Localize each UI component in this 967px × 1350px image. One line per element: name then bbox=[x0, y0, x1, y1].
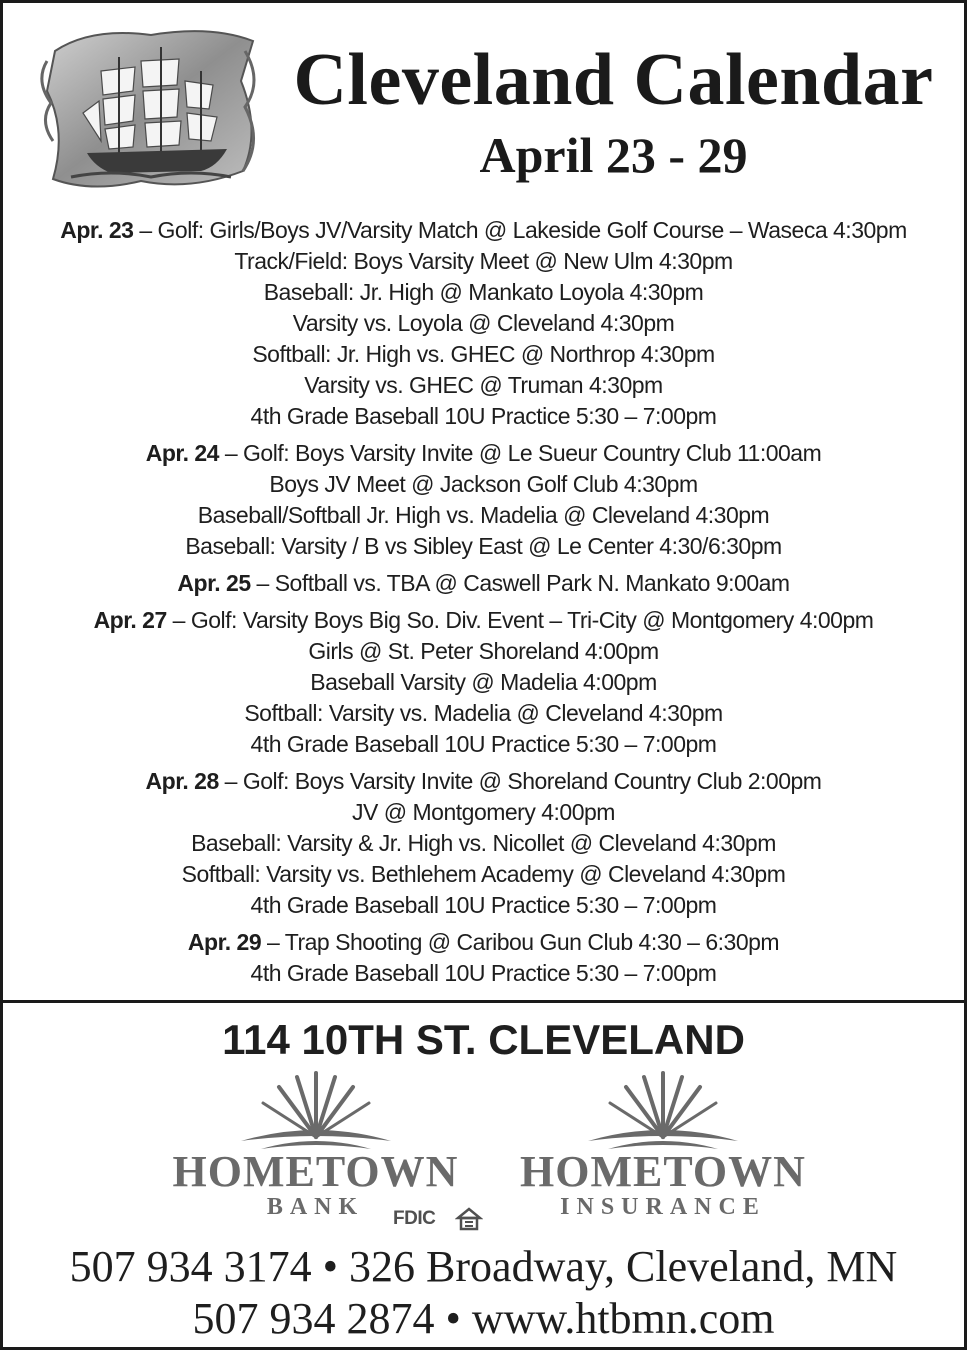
event-date: Apr. 24 bbox=[145, 440, 219, 466]
contact-phone-website: 507 934 2874 • www.htbmn.com bbox=[192, 1294, 775, 1343]
day-block bbox=[9, 438, 958, 562]
hometown-bank-logo bbox=[163, 1065, 468, 1225]
event-line: Softball: Varsity vs. Madelia @ Cleveland 4:30pm bbox=[244, 700, 723, 726]
event-line: JV @ Montgomery 4:00pm bbox=[352, 799, 615, 825]
event-text: – Golf: Boys Varsity Invite @ Le Sueur Country Club 11:00am bbox=[218, 440, 822, 466]
event-line: Baseball Varsity @ Madelia 4:00pm bbox=[310, 669, 657, 695]
event-line bbox=[9, 766, 958, 797]
day-block bbox=[9, 605, 958, 760]
event-line bbox=[9, 438, 958, 469]
event-line: Boys JV Meet @ Jackson Golf Club 4:30pm bbox=[269, 471, 698, 497]
event-date: Apr. 25 bbox=[177, 570, 251, 596]
event-line bbox=[9, 605, 958, 636]
event-line: 4th Grade Baseball 10U Practice 5:30 – 7:00pm bbox=[250, 403, 717, 429]
event-text: – Golf: Girls/Boys JV/Varsity Match @ Lakeside Golf Course – Waseca 4:30pm bbox=[133, 217, 907, 243]
bank-brand-name: HOMETOWN bbox=[172, 1147, 459, 1196]
event-line: Baseball: Jr. High @ Mankato Loyola 4:30pm bbox=[263, 279, 704, 305]
event-text: – Golf: Boys Varsity Invite @ Shoreland Country Club 2:00pm bbox=[218, 768, 822, 794]
event-date: Apr. 23 bbox=[60, 217, 134, 243]
sunrise-icon bbox=[578, 1067, 748, 1151]
hometown-insurance-logo bbox=[518, 1065, 808, 1225]
event-line bbox=[9, 927, 958, 958]
date-range-subtitle: April 23 - 29 bbox=[479, 127, 748, 183]
insurance-brand-sub: INSURANCE bbox=[560, 1194, 766, 1220]
contact-phone-address: 507 934 3174 • 326 Broadway, Cleveland, MN bbox=[69, 1242, 898, 1291]
page-title: Cleveland Calendar bbox=[293, 39, 934, 121]
event-line: Baseball: Varsity / B vs Sibley East @ Le Center 4:30/6:30pm bbox=[185, 533, 782, 559]
event-line: 4th Grade Baseball 10U Practice 5:30 – 7:00pm bbox=[250, 892, 717, 918]
event-text: – Trap Shooting @ Caribou Gun Club 4:30 – 6:30pm bbox=[261, 929, 780, 955]
sunrise-icon bbox=[231, 1067, 401, 1151]
day-block bbox=[9, 568, 958, 599]
event-text: – Golf: Varsity Boys Big So. Div. Event – Tri-City @ Montgomery 4:00pm bbox=[166, 607, 874, 633]
day-block bbox=[9, 927, 958, 989]
event-line: Varsity vs. Loyola @ Cleveland 4:30pm bbox=[292, 310, 675, 336]
section-divider bbox=[3, 1000, 964, 1003]
fdic-mark: FDIC bbox=[393, 1208, 436, 1229]
sailing-ship-scroll-icon bbox=[31, 21, 265, 197]
bank-brand-sub: BANK bbox=[266, 1194, 365, 1220]
insurance-brand-name: HOMETOWN bbox=[520, 1147, 806, 1196]
event-schedule bbox=[9, 215, 958, 995]
event-line: 4th Grade Baseball 10U Practice 5:30 – 7:00pm bbox=[250, 731, 717, 757]
event-line: Softball: Jr. High vs. GHEC @ Northrop 4:30pm bbox=[252, 341, 715, 367]
event-line: Baseball: Varsity & Jr. High vs. Nicollet @ Cleveland 4:30pm bbox=[191, 830, 776, 856]
event-line: 4th Grade Baseball 10U Practice 5:30 – 7:00pm bbox=[250, 960, 717, 986]
event-date: Apr. 27 bbox=[93, 607, 167, 633]
equal-housing-lender-icon bbox=[455, 1205, 483, 1233]
event-date: Apr. 29 bbox=[187, 929, 262, 955]
street-address: 114 10TH ST. CLEVELAND bbox=[222, 1016, 745, 1063]
event-line: Girls @ St. Peter Shoreland 4:00pm bbox=[308, 638, 659, 664]
event-line bbox=[9, 568, 958, 599]
event-text: – Softball vs. TBA @ Caswell Park N. Mankato 9:00am bbox=[250, 570, 790, 596]
day-block bbox=[9, 215, 958, 432]
event-date: Apr. 28 bbox=[145, 768, 219, 794]
event-line: Baseball/Softball Jr. High vs. Madelia @ Cleveland 4:30pm bbox=[197, 502, 770, 528]
day-block bbox=[9, 766, 958, 921]
event-line: Softball: Varsity vs. Bethlehem Academy @ Cleveland 4:30pm bbox=[181, 861, 786, 887]
event-line bbox=[9, 215, 958, 246]
event-line: Varsity vs. GHEC @ Truman 4:30pm bbox=[304, 372, 663, 398]
event-line: Track/Field: Boys Varsity Meet @ New Ulm 4:30pm bbox=[234, 248, 733, 274]
